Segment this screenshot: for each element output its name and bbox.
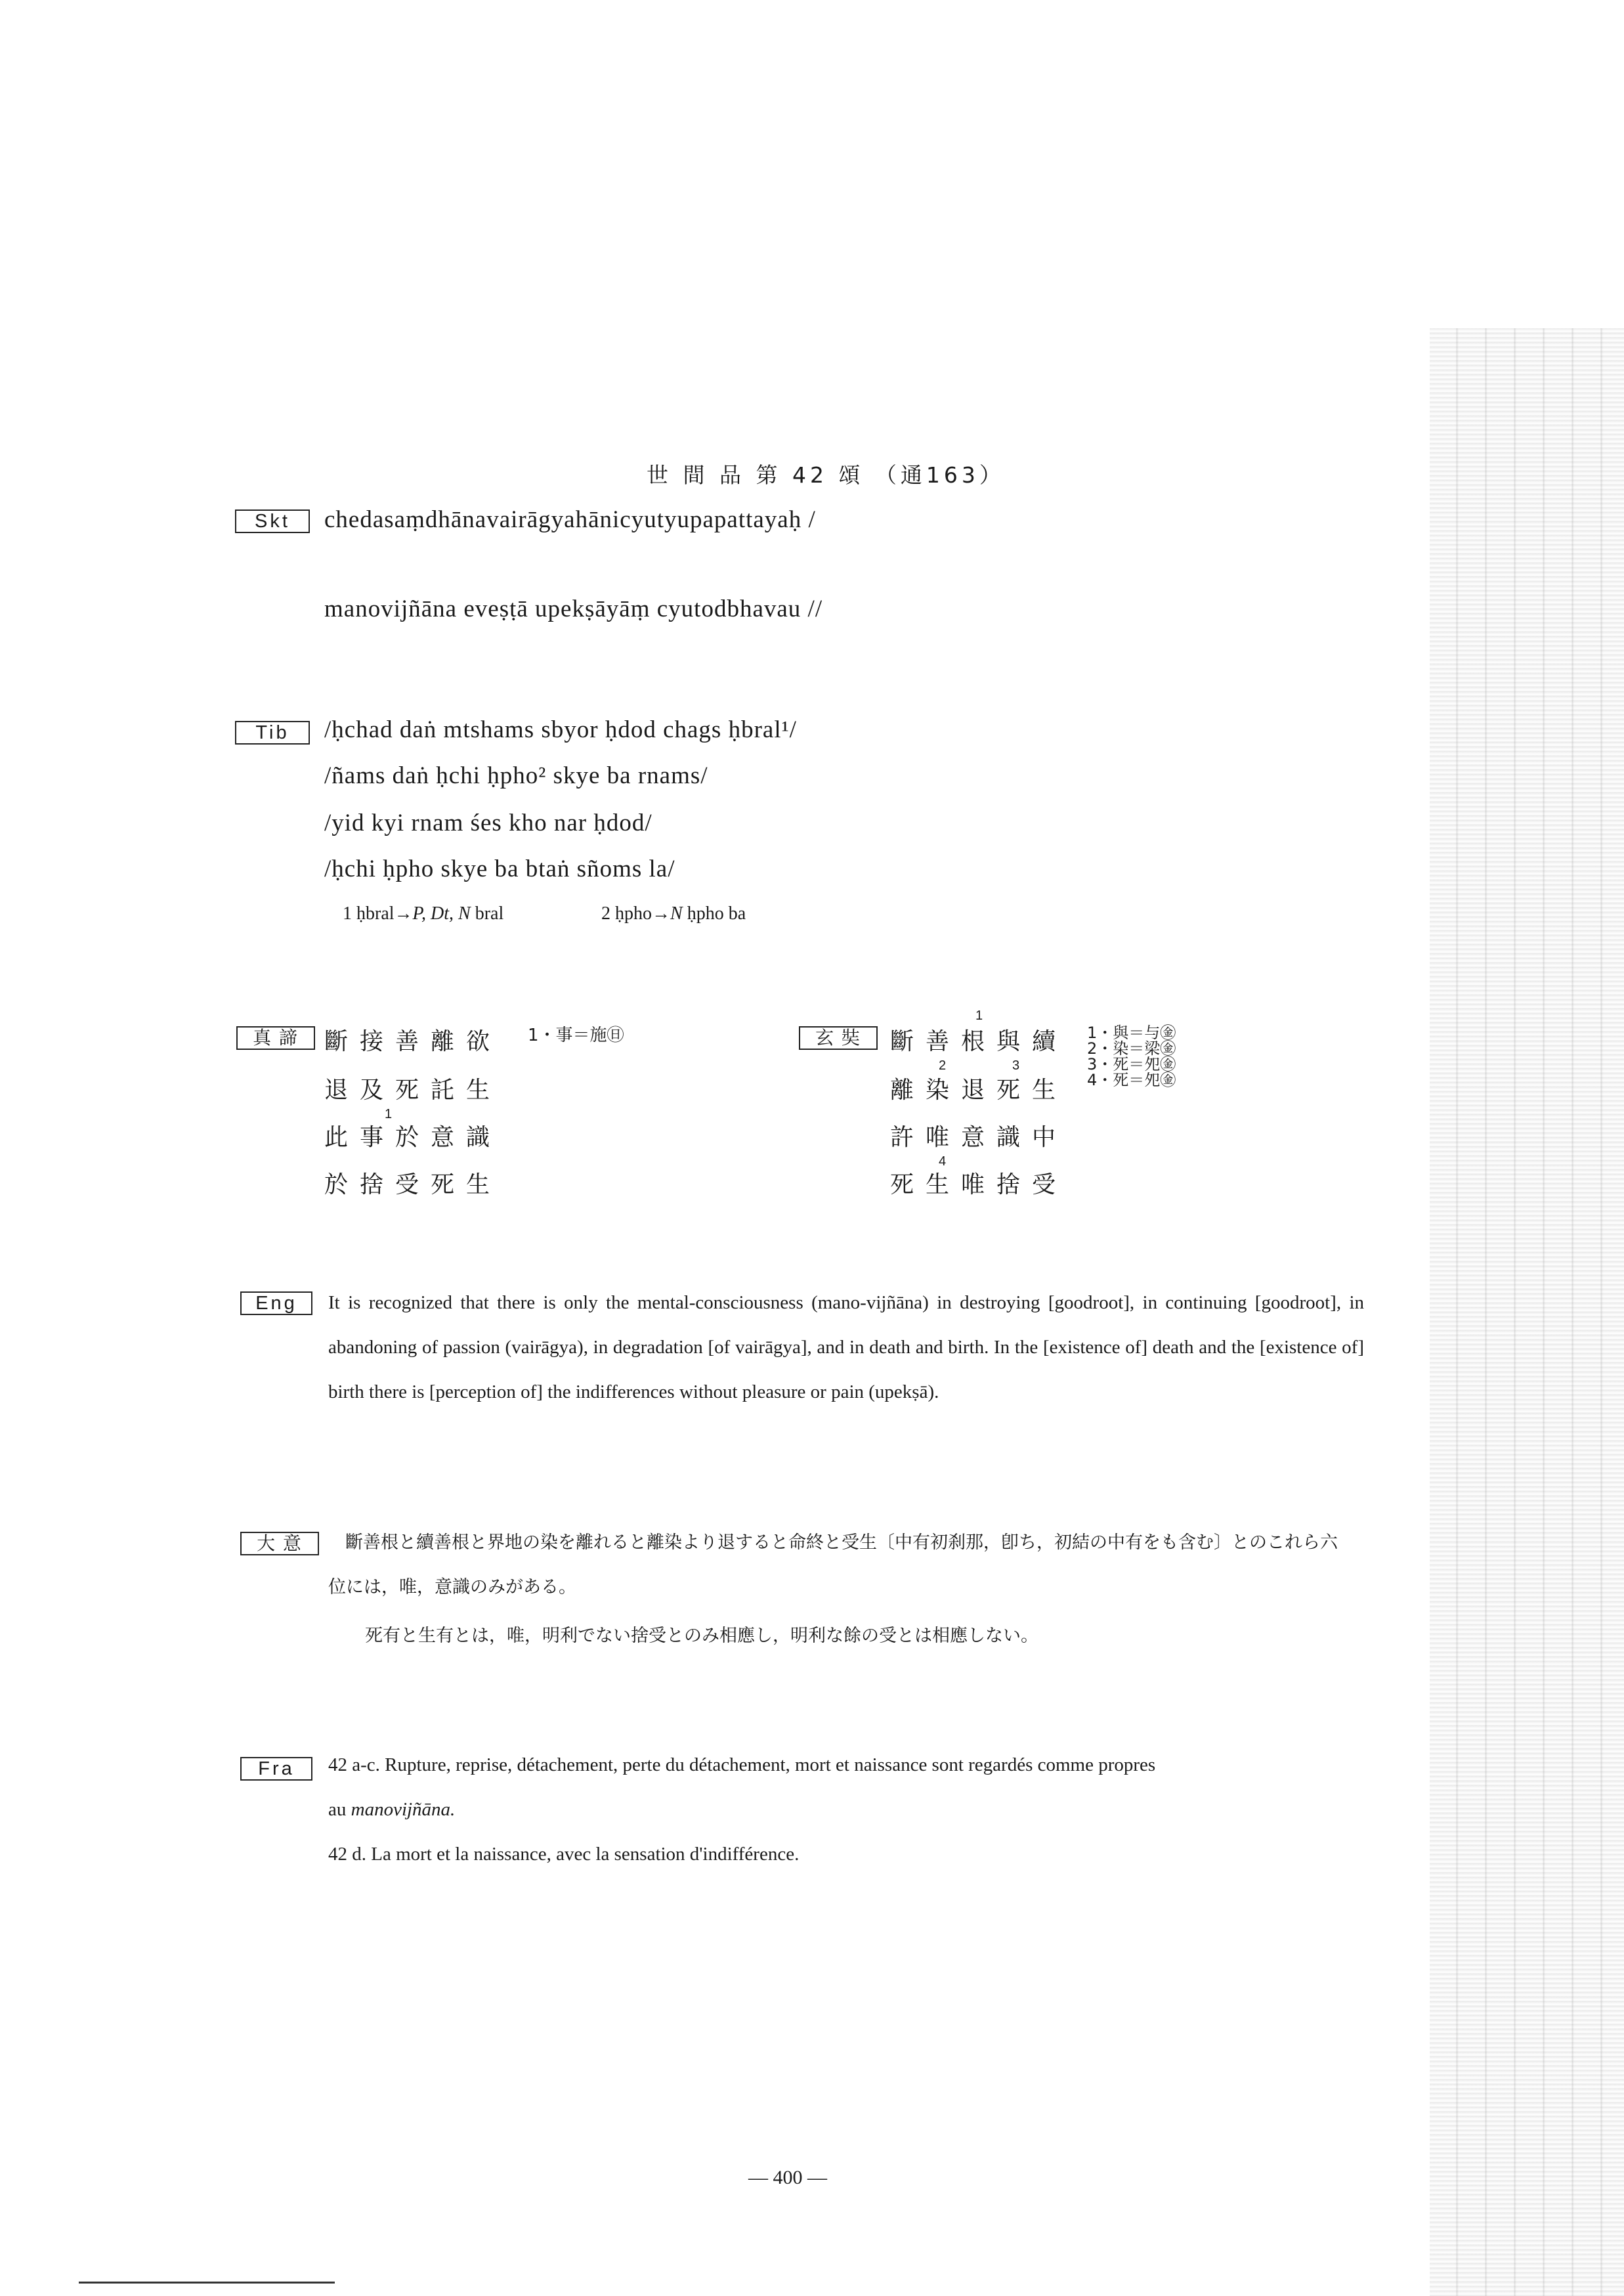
zhendi-line-1: 斷接善離欲 [324, 1028, 502, 1055]
zhendi-line-3: 此事於意識 [324, 1124, 502, 1151]
xuanzang-note-1: 1・與＝与㊎ [1087, 1024, 1176, 1042]
bottom-rule [79, 2282, 335, 2284]
xuanzang-line-1: 斷善根與續 [890, 1028, 1068, 1055]
tib-line-1: /ḥchad daṅ mtshams sbyor ḥdod chags ḥbral¹/ [324, 716, 797, 743]
fra-tag: Fra [240, 1757, 312, 1781]
tib-line-4: /ḥchi ḥpho skye ba btaṅ sñoms la/ [324, 856, 675, 882]
zhendi-line-2: 退及死託生 [324, 1077, 502, 1104]
xuanzang-tag: 玄 奘 [799, 1026, 878, 1050]
page-title: 世 間 品 第 42 頌 （通163） [647, 462, 1005, 488]
daii-tag: 大 意 [240, 1532, 319, 1555]
tib-line-3: /yid kyi rnam śes kho nar ḥdod/ [324, 810, 652, 836]
zhendi-line-4: 於捨受死生 [324, 1171, 502, 1198]
page-number: — 400 — [748, 2167, 827, 2188]
scanner-edge-noise [1430, 328, 1624, 2296]
skt-tag: Skt [235, 509, 310, 533]
xuanzang-line-4: 死生唯捨受 [890, 1171, 1068, 1198]
xuanzang-sup-1: 1 [975, 1008, 983, 1023]
zhendi-sup-1: 1 [385, 1107, 393, 1121]
zhendi-tag: 真 諦 [236, 1026, 315, 1050]
zhendi-note: 1・事＝施㊐ [528, 1026, 624, 1045]
xuanzang-sup-4: 4 [939, 1154, 947, 1169]
tib-tag: Tib [235, 721, 310, 745]
daii-para-1: 斷善根と續善根と界地の染を離れると離染より退すると命終と受生〔中有初刹那，卽ち，初結の中有をも含む〕とのこれら六位には，唯，意識のみがある。 [328, 1532, 1338, 1597]
xuanzang-note-4: 4・死＝夗㊎ [1087, 1071, 1176, 1089]
xuanzang-note-2: 2・染＝梁㊎ [1087, 1039, 1176, 1058]
xuanzang-sup-3: 3 [1012, 1058, 1020, 1073]
eng-text: It is recognized that there is only the mental-consciousness (mano-vijñāna) in destroying [goodroot], in continuing [goodroot], in abandoning of passion (vairāgya), in degradation [of vairāgya], and in death and birth. In the [existence of] death and the [existence of] birth there is [perception of] the indifferences without pleasure or pain (upekṣā). [328, 1292, 1364, 1402]
fra-line-2: au manovijñāna. [328, 1799, 456, 1820]
skt-line-2: manovijñāna eveṣṭā upekṣāyāṃ cyutodbhavau // [324, 596, 823, 622]
skt-line-1: chedasaṃdhānavairāgyahānicyutyupapattayaḥ / [324, 506, 816, 533]
fra-line-1: 42 a-c. Rupture, reprise, détachement, perte du détachement, mort et naissance sont regardés comme propres [328, 1754, 1156, 1775]
tib-line-2: /ñams daṅ ḥchi ḥpho² skye ba rnams/ [324, 762, 708, 789]
fra-line-3: 42 d. La mort et la naissance, avec la sensation d'indifférence. [328, 1844, 800, 1865]
xuanzang-sup-2: 2 [939, 1058, 947, 1073]
xuanzang-line-3: 許唯意識中 [890, 1124, 1068, 1151]
xuanzang-line-2: 離染退死生 [890, 1077, 1068, 1104]
xuanzang-note-3: 3・死＝夗㊎ [1087, 1055, 1176, 1073]
daii-para-2: 死有と生有とは，唯，明利でない捨受とのみ相應し，明利な餘の受とは相應しない。 [365, 1626, 1038, 1646]
tib-footnote-1: 1 ḥbral→P, Dt, N bral [343, 903, 504, 924]
eng-tag: Eng [240, 1291, 312, 1315]
tib-footnote-2: 2 ḥpho→N ḥpho ba [601, 903, 746, 924]
